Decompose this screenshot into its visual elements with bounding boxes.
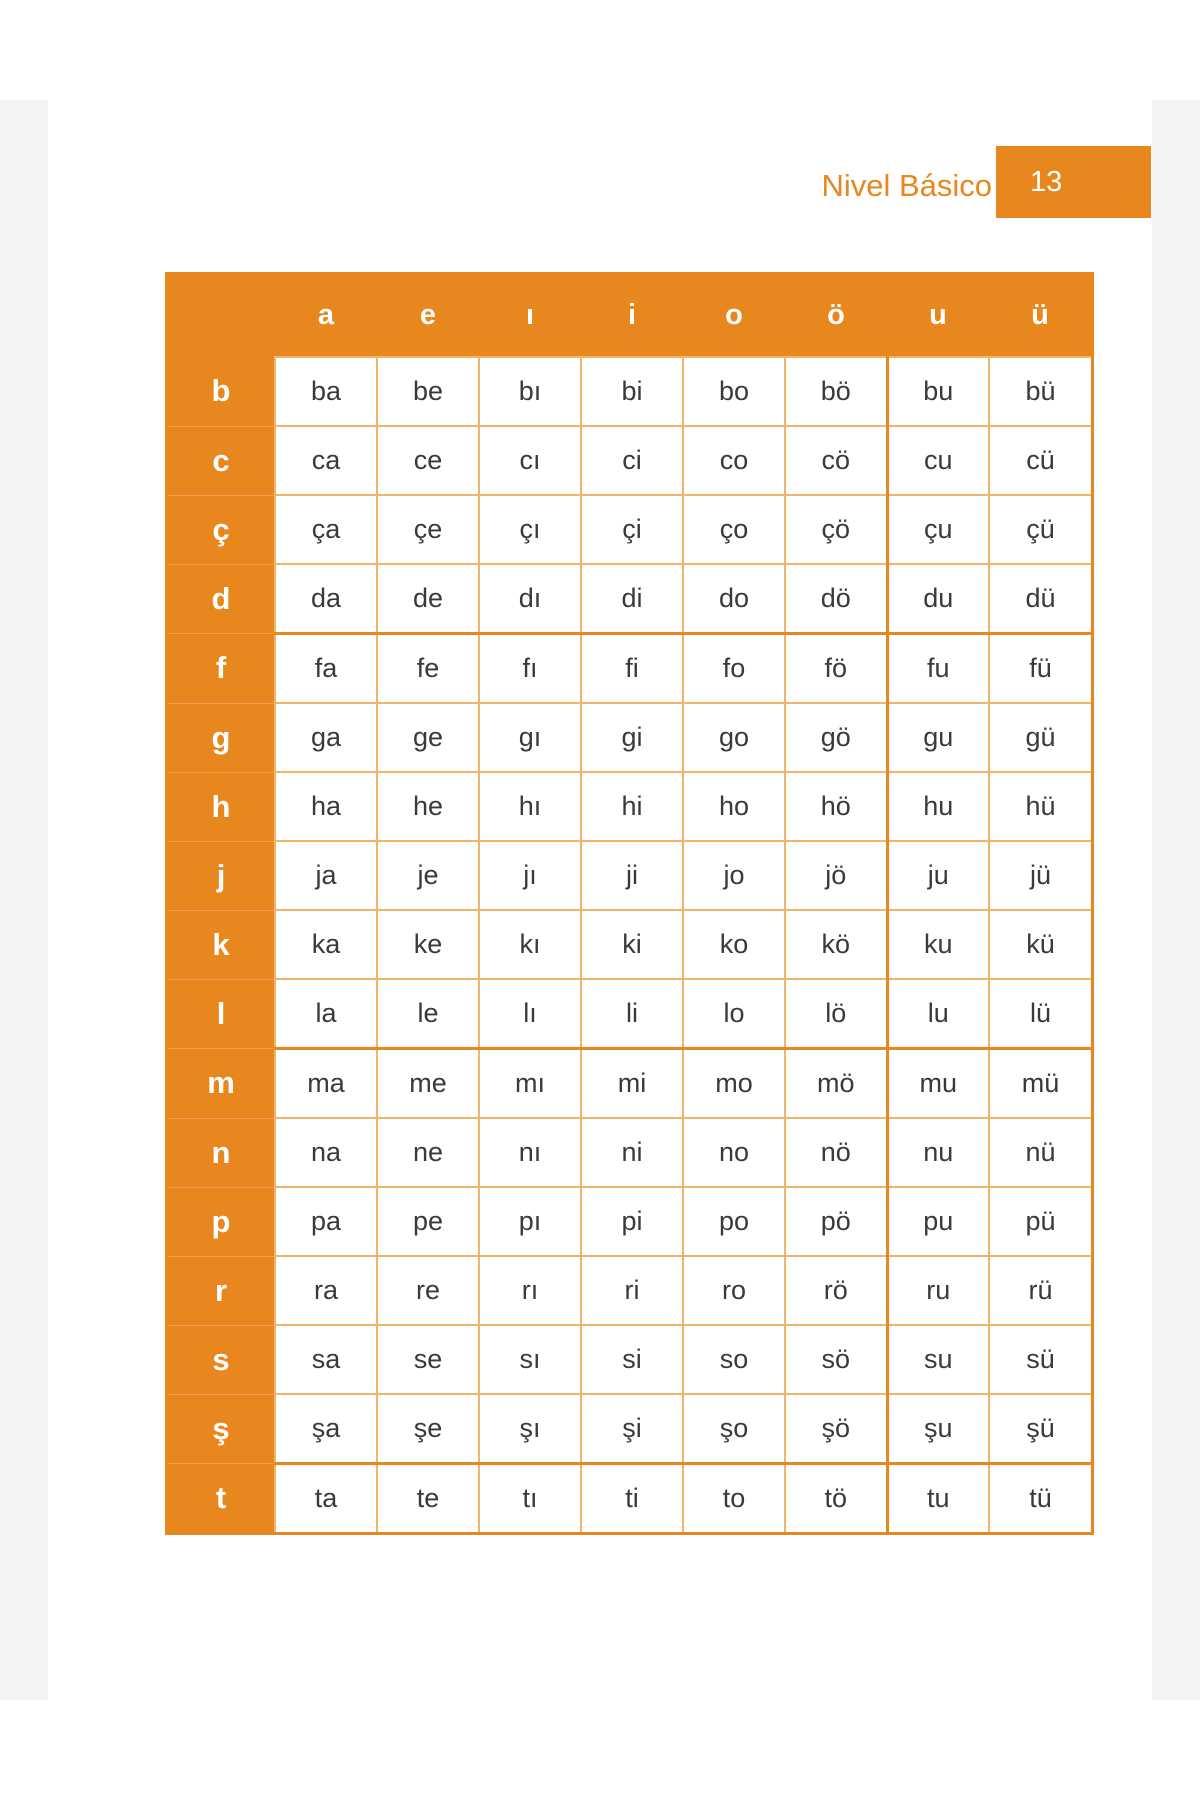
syllable-cell: tö xyxy=(785,1464,887,1534)
syllable-cell: ja xyxy=(275,841,377,910)
syllable-cell: le xyxy=(377,979,479,1049)
syllable-cell: jo xyxy=(683,841,785,910)
syllable-cell: bö xyxy=(785,357,887,426)
syllable-cell: şi xyxy=(581,1394,683,1464)
consonant-header: p xyxy=(167,1187,276,1256)
vowel-header: ü xyxy=(989,274,1093,358)
syllable-cell: fo xyxy=(683,634,785,704)
consonant-header: h xyxy=(167,772,276,841)
syllable-cell: gö xyxy=(785,703,887,772)
syllable-cell: bü xyxy=(989,357,1093,426)
syllable-cell: li xyxy=(581,979,683,1049)
syllable-cell: do xyxy=(683,564,785,634)
consonant-header: m xyxy=(167,1049,276,1119)
syllable-cell: sö xyxy=(785,1325,887,1394)
syllable-cell: pe xyxy=(377,1187,479,1256)
syllable-cell: gü xyxy=(989,703,1093,772)
syllable-cell: mı xyxy=(479,1049,581,1119)
syllable-cell: hi xyxy=(581,772,683,841)
vowel-header-row xyxy=(167,274,1093,358)
syllable-cell: gı xyxy=(479,703,581,772)
syllable-cell: pı xyxy=(479,1187,581,1256)
syllable-cell: hı xyxy=(479,772,581,841)
table-row xyxy=(167,1256,1093,1325)
syllable-cell: ri xyxy=(581,1256,683,1325)
syllable-cell: jö xyxy=(785,841,887,910)
syllable-cell: lu xyxy=(887,979,989,1049)
syllable-cell: dı xyxy=(479,564,581,634)
syllable-cell: jü xyxy=(989,841,1093,910)
syllable-cell: şo xyxy=(683,1394,785,1464)
syllable-cell: la xyxy=(275,979,377,1049)
syllable-cell: mü xyxy=(989,1049,1093,1119)
syllable-cell: to xyxy=(683,1464,785,1534)
consonant-header: f xyxy=(167,634,276,704)
syllable-cell: ro xyxy=(683,1256,785,1325)
syllable-cell: dö xyxy=(785,564,887,634)
syllable-cell: şö xyxy=(785,1394,887,1464)
syllable-cell: jı xyxy=(479,841,581,910)
syllable-cell: ki xyxy=(581,910,683,979)
syllable-cell: ça xyxy=(275,495,377,564)
consonant-header: ş xyxy=(167,1394,276,1464)
syllable-cell: te xyxy=(377,1464,479,1534)
vowel-header: e xyxy=(377,274,479,358)
syllable-cell: fa xyxy=(275,634,377,704)
syllable-cell: co xyxy=(683,426,785,495)
syllable-cell: ni xyxy=(581,1118,683,1187)
syllable-cell: mö xyxy=(785,1049,887,1119)
table-row xyxy=(167,772,1093,841)
consonant-header: l xyxy=(167,979,276,1049)
consonant-header: r xyxy=(167,1256,276,1325)
syllable-cell: sa xyxy=(275,1325,377,1394)
syllable-cell: se xyxy=(377,1325,479,1394)
table-row xyxy=(167,1118,1093,1187)
syllable-cell: ço xyxy=(683,495,785,564)
syllable-cell: fı xyxy=(479,634,581,704)
syllable-cell: so xyxy=(683,1325,785,1394)
syllable-cell: çı xyxy=(479,495,581,564)
syllable-cell: rö xyxy=(785,1256,887,1325)
syllable-cell: şı xyxy=(479,1394,581,1464)
consonant-header: ç xyxy=(167,495,276,564)
syllable-cell: re xyxy=(377,1256,479,1325)
table-row xyxy=(167,495,1093,564)
syllable-table xyxy=(165,272,1094,1535)
syllable-cell: cü xyxy=(989,426,1093,495)
corner-cell xyxy=(167,274,276,358)
syllable-cell: tü xyxy=(989,1464,1093,1534)
syllable-cell: dü xyxy=(989,564,1093,634)
syllable-cell: gu xyxy=(887,703,989,772)
syllable-cell: de xyxy=(377,564,479,634)
consonant-header: g xyxy=(167,703,276,772)
syllable-cell: cö xyxy=(785,426,887,495)
syllable-cell: şü xyxy=(989,1394,1093,1464)
syllable-cell: mo xyxy=(683,1049,785,1119)
syllable-cell: fü xyxy=(989,634,1093,704)
syllable-cell: bı xyxy=(479,357,581,426)
table-row xyxy=(167,1325,1093,1394)
syllable-cell: hö xyxy=(785,772,887,841)
syllable-cell: şa xyxy=(275,1394,377,1464)
consonant-header: t xyxy=(167,1464,276,1534)
syllable-cell: rü xyxy=(989,1256,1093,1325)
table-row xyxy=(167,910,1093,979)
syllable-cell: fu xyxy=(887,634,989,704)
syllable-cell: nö xyxy=(785,1118,887,1187)
syllable-cell: çu xyxy=(887,495,989,564)
table-row xyxy=(167,1187,1093,1256)
table-row xyxy=(167,564,1093,634)
syllable-cell: ha xyxy=(275,772,377,841)
syllable-cell: hü xyxy=(989,772,1093,841)
syllable-rows xyxy=(167,357,1093,1534)
syllable-cell: kı xyxy=(479,910,581,979)
syllable-cell: nı xyxy=(479,1118,581,1187)
syllable-cell: ge xyxy=(377,703,479,772)
syllable-cell: pu xyxy=(887,1187,989,1256)
syllable-cell: tu xyxy=(887,1464,989,1534)
syllable-cell: no xyxy=(683,1118,785,1187)
syllable-cell: ne xyxy=(377,1118,479,1187)
vowel-header: i xyxy=(581,274,683,358)
syllable-cell: hu xyxy=(887,772,989,841)
syllable-cell: sı xyxy=(479,1325,581,1394)
syllable-cell: rı xyxy=(479,1256,581,1325)
syllable-cell: ji xyxy=(581,841,683,910)
vowel-header: a xyxy=(275,274,377,358)
syllable-cell: ga xyxy=(275,703,377,772)
syllable-cell: go xyxy=(683,703,785,772)
syllable-cell: cu xyxy=(887,426,989,495)
syllable-cell: ta xyxy=(275,1464,377,1534)
syllable-cell: cı xyxy=(479,426,581,495)
section-title: Nivel Básico xyxy=(821,168,992,203)
syllable-cell: çi xyxy=(581,495,683,564)
table-row xyxy=(167,634,1093,704)
syllable-cell: fö xyxy=(785,634,887,704)
syllable-cell: po xyxy=(683,1187,785,1256)
syllable-cell: ke xyxy=(377,910,479,979)
table-row xyxy=(167,357,1093,426)
syllable-cell: ju xyxy=(887,841,989,910)
table-row xyxy=(167,1394,1093,1464)
syllable-cell: ca xyxy=(275,426,377,495)
syllable-cell: çö xyxy=(785,495,887,564)
page-number-tab: 13 xyxy=(996,146,1151,218)
syllable-cell: ko xyxy=(683,910,785,979)
vowel-header: ı xyxy=(479,274,581,358)
syllable-cell: he xyxy=(377,772,479,841)
syllable-cell: bi xyxy=(581,357,683,426)
syllable-cell: nü xyxy=(989,1118,1093,1187)
syllable-cell: ci xyxy=(581,426,683,495)
syllable-cell: su xyxy=(887,1325,989,1394)
syllable-cell: kö xyxy=(785,910,887,979)
consonant-header: d xyxy=(167,564,276,634)
syllable-cell: di xyxy=(581,564,683,634)
consonant-header: n xyxy=(167,1118,276,1187)
syllable-cell: ra xyxy=(275,1256,377,1325)
syllable-cell: si xyxy=(581,1325,683,1394)
syllable-cell: ru xyxy=(887,1256,989,1325)
syllable-cell: lö xyxy=(785,979,887,1049)
syllable-cell: ba xyxy=(275,357,377,426)
syllable-cell: kü xyxy=(989,910,1093,979)
syllable-cell: bu xyxy=(887,357,989,426)
syllable-cell: ho xyxy=(683,772,785,841)
vowel-header: u xyxy=(887,274,989,358)
syllable-cell: çü xyxy=(989,495,1093,564)
consonant-header: c xyxy=(167,426,276,495)
syllable-cell: nu xyxy=(887,1118,989,1187)
syllable-cell: ma xyxy=(275,1049,377,1119)
syllable-cell: mu xyxy=(887,1049,989,1119)
syllable-cell: şu xyxy=(887,1394,989,1464)
consonant-header: j xyxy=(167,841,276,910)
table-row xyxy=(167,426,1093,495)
consonant-header: b xyxy=(167,357,276,426)
syllable-cell: bo xyxy=(683,357,785,426)
table-row xyxy=(167,1049,1093,1119)
syllable-cell: je xyxy=(377,841,479,910)
syllable-cell: fi xyxy=(581,634,683,704)
syllable-cell: gi xyxy=(581,703,683,772)
syllable-cell: fe xyxy=(377,634,479,704)
table-row xyxy=(167,841,1093,910)
syllable-cell: na xyxy=(275,1118,377,1187)
syllable-cell: mi xyxy=(581,1049,683,1119)
syllable-cell: be xyxy=(377,357,479,426)
syllable-cell: pa xyxy=(275,1187,377,1256)
syllable-cell: pü xyxy=(989,1187,1093,1256)
table-row xyxy=(167,1464,1093,1534)
syllable-cell: pö xyxy=(785,1187,887,1256)
syllable-cell: ce xyxy=(377,426,479,495)
syllable-cell: me xyxy=(377,1049,479,1119)
syllable-cell: lı xyxy=(479,979,581,1049)
syllable-cell: sü xyxy=(989,1325,1093,1394)
syllable-cell: du xyxy=(887,564,989,634)
syllable-cell: lü xyxy=(989,979,1093,1049)
table-row xyxy=(167,979,1093,1049)
syllable-cell: şe xyxy=(377,1394,479,1464)
syllable-cell: çe xyxy=(377,495,479,564)
table-row xyxy=(167,703,1093,772)
syllable-cell: ti xyxy=(581,1464,683,1534)
syllable-cell: da xyxy=(275,564,377,634)
syllable-cell: tı xyxy=(479,1464,581,1534)
syllable-cell: pi xyxy=(581,1187,683,1256)
vowel-header: ö xyxy=(785,274,887,358)
consonant-header: s xyxy=(167,1325,276,1394)
syllable-cell: ka xyxy=(275,910,377,979)
consonant-header: k xyxy=(167,910,276,979)
syllable-cell: ku xyxy=(887,910,989,979)
syllable-cell: lo xyxy=(683,979,785,1049)
vowel-header: o xyxy=(683,274,785,358)
